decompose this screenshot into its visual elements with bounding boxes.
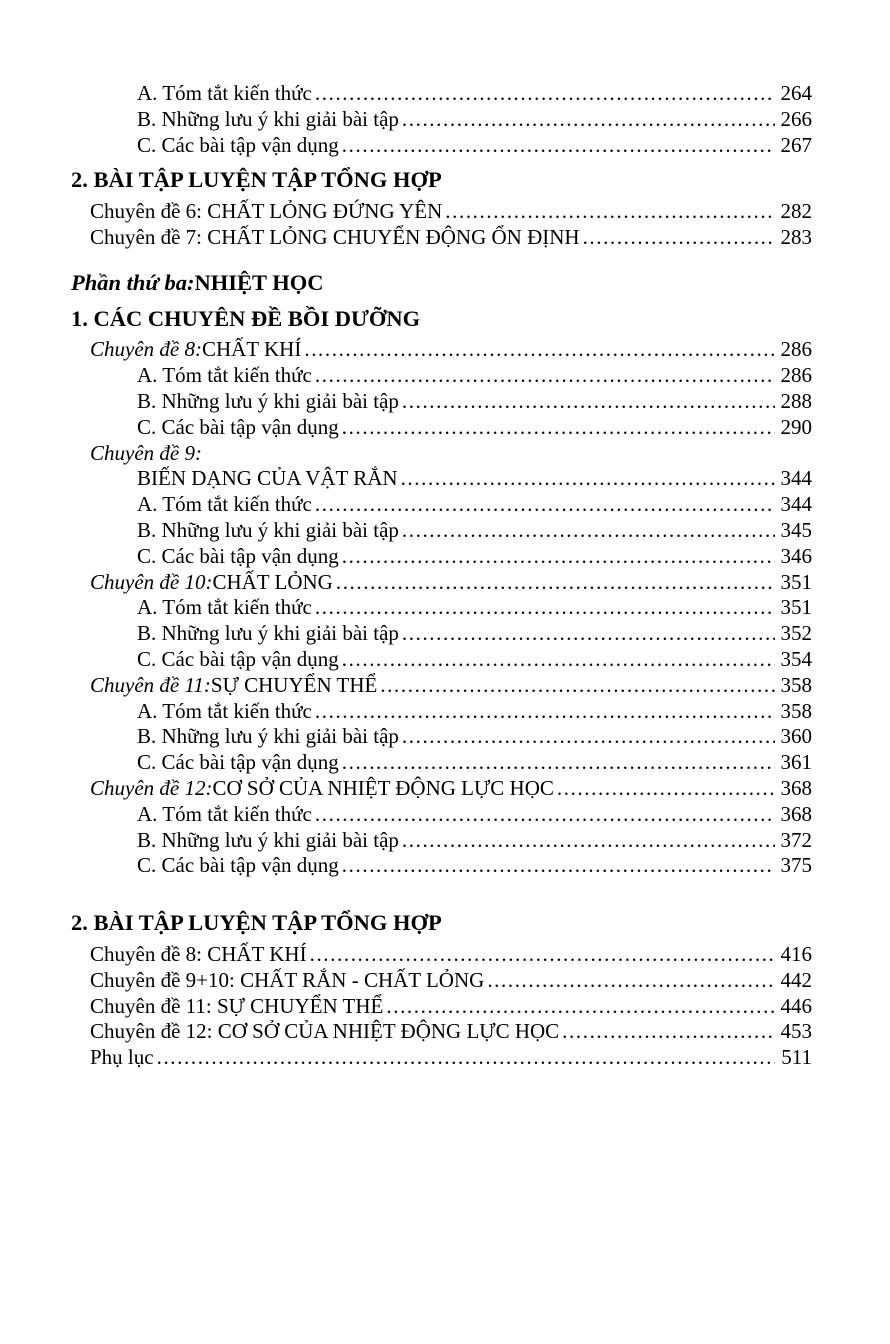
toc-entry bbox=[71, 133, 812, 159]
page-number: 266 bbox=[780, 106, 812, 131]
page-number: 453 bbox=[780, 1019, 812, 1044]
dot-leader bbox=[315, 595, 775, 621]
toc-entry-title: Chuyên đề 8: CHẤT KHÍ bbox=[90, 941, 307, 966]
toc-entry-title: Chuyên đề 11: SỰ CHUYỂN THỂ bbox=[90, 993, 384, 1018]
dot-leader bbox=[342, 750, 775, 776]
toc-entry bbox=[71, 415, 812, 441]
dot-leader bbox=[315, 363, 775, 389]
dot-leader bbox=[402, 828, 775, 854]
toc-entry-title: 2. BÀI TẬP LUYỆN TẬP TỔNG HỢP bbox=[71, 910, 442, 936]
dot-leader bbox=[386, 994, 774, 1020]
toc-entry-title: B. Những lưu ý khi giải bài tập bbox=[137, 388, 399, 413]
dot-leader bbox=[402, 621, 775, 647]
dot-leader bbox=[342, 133, 775, 159]
toc-entry-title: CHẤT LỎNG bbox=[212, 569, 333, 594]
toc-entry bbox=[71, 81, 812, 107]
page-number: 446 bbox=[780, 993, 812, 1018]
dot-leader bbox=[342, 853, 775, 879]
dot-leader bbox=[336, 570, 775, 596]
toc-entry-title: Chuyên đề 6: CHẤT LỎNG ĐỨNG YÊN bbox=[90, 199, 443, 224]
toc-entry bbox=[71, 621, 812, 647]
toc-entry bbox=[71, 699, 812, 725]
toc-entry-prefix: Chuyên đề 8: bbox=[90, 337, 202, 362]
dot-leader bbox=[380, 673, 774, 699]
page-number: 511 bbox=[781, 1045, 812, 1070]
toc-entry-title: SỰ CHUYỂN THỂ bbox=[210, 672, 378, 697]
page-number: 354 bbox=[780, 646, 812, 671]
toc-entry-title: B. Những lưu ý khi giải bài tập bbox=[137, 517, 399, 542]
toc-entry-title: B. Những lưu ý khi giải bài tập bbox=[137, 106, 399, 131]
page-number: 416 bbox=[780, 941, 812, 966]
toc-entry-title: A. Tóm tắt kiến thức bbox=[137, 801, 312, 826]
dot-leader bbox=[402, 389, 775, 415]
toc-entry bbox=[71, 441, 812, 467]
toc-entry-title: Chuyên đề 12: CƠ SỞ CỦA NHIỆT ĐỘNG LỰC HỌC bbox=[90, 1019, 560, 1044]
dot-leader bbox=[562, 1019, 774, 1045]
toc-entry bbox=[71, 107, 812, 133]
page-number: 358 bbox=[780, 672, 812, 697]
page-number: 352 bbox=[780, 621, 812, 646]
toc-entry-title: A. Tóm tắt kiến thức bbox=[137, 363, 312, 388]
dot-leader bbox=[315, 699, 775, 725]
toc-entry bbox=[71, 750, 812, 776]
page-number: 286 bbox=[780, 363, 812, 388]
toc-list bbox=[71, 81, 812, 1071]
toc-section-heading bbox=[71, 910, 812, 936]
toc-entry bbox=[71, 942, 812, 968]
dot-leader bbox=[304, 337, 774, 363]
page-number: 283 bbox=[780, 224, 812, 249]
toc-entry-title: A. Tóm tắt kiến thức bbox=[137, 698, 312, 723]
dot-leader bbox=[402, 518, 775, 544]
toc-entry-prefix: Chuyên đề 10: bbox=[90, 569, 213, 594]
page-number: 375 bbox=[780, 853, 812, 878]
toc-entry bbox=[71, 518, 812, 544]
toc-entry bbox=[71, 363, 812, 389]
toc-entry bbox=[71, 492, 812, 518]
dot-leader bbox=[445, 199, 774, 225]
toc-entry-title: C. Các bài tập vận dụng bbox=[137, 414, 339, 439]
toc-section-heading bbox=[71, 167, 812, 193]
toc-entry bbox=[71, 544, 812, 570]
page-number: 288 bbox=[780, 388, 812, 413]
dot-leader bbox=[315, 81, 775, 107]
dot-leader bbox=[157, 1045, 776, 1071]
toc-entry bbox=[71, 199, 812, 225]
toc-entry-prefix: Chuyên đề 12: bbox=[90, 775, 213, 800]
toc-entry bbox=[71, 647, 812, 673]
toc-entry-title: C. Các bài tập vận dụng bbox=[137, 853, 339, 878]
page-number: 372 bbox=[780, 827, 812, 852]
page-number: 351 bbox=[780, 595, 812, 620]
toc-entry-title: C. Các bài tập vận dụng bbox=[137, 750, 339, 775]
page-number: 286 bbox=[780, 337, 812, 362]
toc-entry-title: Chuyên đề 9+10: CHẤT RẮN - CHẤT LỎNG bbox=[90, 967, 485, 992]
dot-leader bbox=[402, 724, 775, 750]
toc-entry-title: C. Các bài tập vận dụng bbox=[137, 132, 339, 157]
dot-leader bbox=[315, 802, 775, 828]
toc-entry-title: A. Tóm tắt kiến thức bbox=[137, 595, 312, 620]
toc-entry-title: NHIỆT HỌC bbox=[194, 269, 324, 295]
dot-leader bbox=[310, 942, 775, 968]
toc-entry bbox=[71, 968, 812, 994]
toc-entry bbox=[71, 673, 812, 699]
toc-entry-title: C. Các bài tập vận dụng bbox=[137, 543, 339, 568]
toc-section-heading bbox=[71, 306, 812, 332]
toc-entry-prefix: Chuyên đề 11: bbox=[90, 672, 211, 697]
toc-entry bbox=[71, 1045, 812, 1071]
toc-entry-prefix: Phần thứ ba: bbox=[71, 269, 195, 295]
toc-entry bbox=[71, 853, 812, 879]
page-number: 282 bbox=[780, 199, 812, 224]
page-number: 346 bbox=[780, 543, 812, 568]
toc-entry-title: 1. CÁC CHUYÊN ĐỀ BỒI DƯỠNG bbox=[71, 305, 421, 331]
toc-entry bbox=[71, 389, 812, 415]
page-number: 344 bbox=[780, 492, 812, 517]
dot-leader bbox=[315, 492, 775, 518]
toc-entry bbox=[71, 994, 812, 1020]
page-number: 264 bbox=[780, 81, 812, 105]
dot-leader bbox=[557, 776, 775, 802]
toc-entry-title: Chuyên đề 7: CHẤT LỎNG CHUYỂN ĐỘNG ỔN ĐỊNH bbox=[90, 224, 580, 249]
page-number: 360 bbox=[780, 724, 812, 749]
toc-entry-title: A. Tóm tắt kiến thức bbox=[137, 81, 312, 105]
toc-entry-title: 2. BÀI TẬP LUYỆN TẬP TỔNG HỢP bbox=[71, 167, 442, 193]
toc-entry-title: Phụ lục bbox=[90, 1045, 154, 1070]
toc-entry bbox=[71, 1019, 812, 1045]
toc-entry bbox=[71, 570, 812, 596]
page-number: 368 bbox=[780, 775, 812, 800]
toc-entry bbox=[71, 595, 812, 621]
toc-entry bbox=[71, 337, 812, 363]
page-number: 361 bbox=[780, 750, 812, 775]
toc-entry bbox=[71, 724, 812, 750]
toc-entry-title: CƠ SỞ CỦA NHIỆT ĐỘNG LỰC HỌC bbox=[212, 775, 554, 800]
toc-entry-title: B. Những lưu ý khi giải bài tập bbox=[137, 724, 399, 749]
page-number: 344 bbox=[780, 466, 812, 491]
page-number: 358 bbox=[780, 698, 812, 723]
toc-entry-prefix: Chuyên đề 9: bbox=[90, 440, 202, 465]
dot-leader bbox=[342, 544, 775, 570]
dot-leader bbox=[487, 968, 774, 994]
toc-part-heading bbox=[71, 270, 812, 296]
toc-entry-title: B. Những lưu ý khi giải bài tập bbox=[137, 827, 399, 852]
toc-entry-title: B. Những lưu ý khi giải bài tập bbox=[137, 621, 399, 646]
page-number: 267 bbox=[780, 132, 812, 157]
toc-entry-title: BIẾN DẠNG CỦA VẬT RẮN bbox=[137, 466, 398, 491]
toc-entry bbox=[71, 466, 812, 492]
toc-entry bbox=[71, 776, 812, 802]
page-number: 351 bbox=[780, 569, 812, 594]
dot-leader bbox=[401, 466, 775, 492]
dot-leader bbox=[342, 647, 775, 673]
page-number: 345 bbox=[780, 517, 812, 542]
page-number: 368 bbox=[780, 801, 812, 826]
toc-entry-title: C. Các bài tập vận dụng bbox=[137, 646, 339, 671]
dot-leader bbox=[583, 225, 775, 251]
dot-leader bbox=[402, 107, 775, 133]
toc-entry bbox=[71, 802, 812, 828]
toc-entry-title: A. Tóm tắt kiến thức bbox=[137, 492, 312, 517]
toc-entry bbox=[71, 225, 812, 251]
toc-entry-title: CHẤT KHÍ bbox=[201, 337, 302, 362]
page-number: 290 bbox=[780, 414, 812, 439]
toc-entry bbox=[71, 828, 812, 854]
page-number: 442 bbox=[780, 967, 812, 992]
dot-leader bbox=[342, 415, 775, 441]
